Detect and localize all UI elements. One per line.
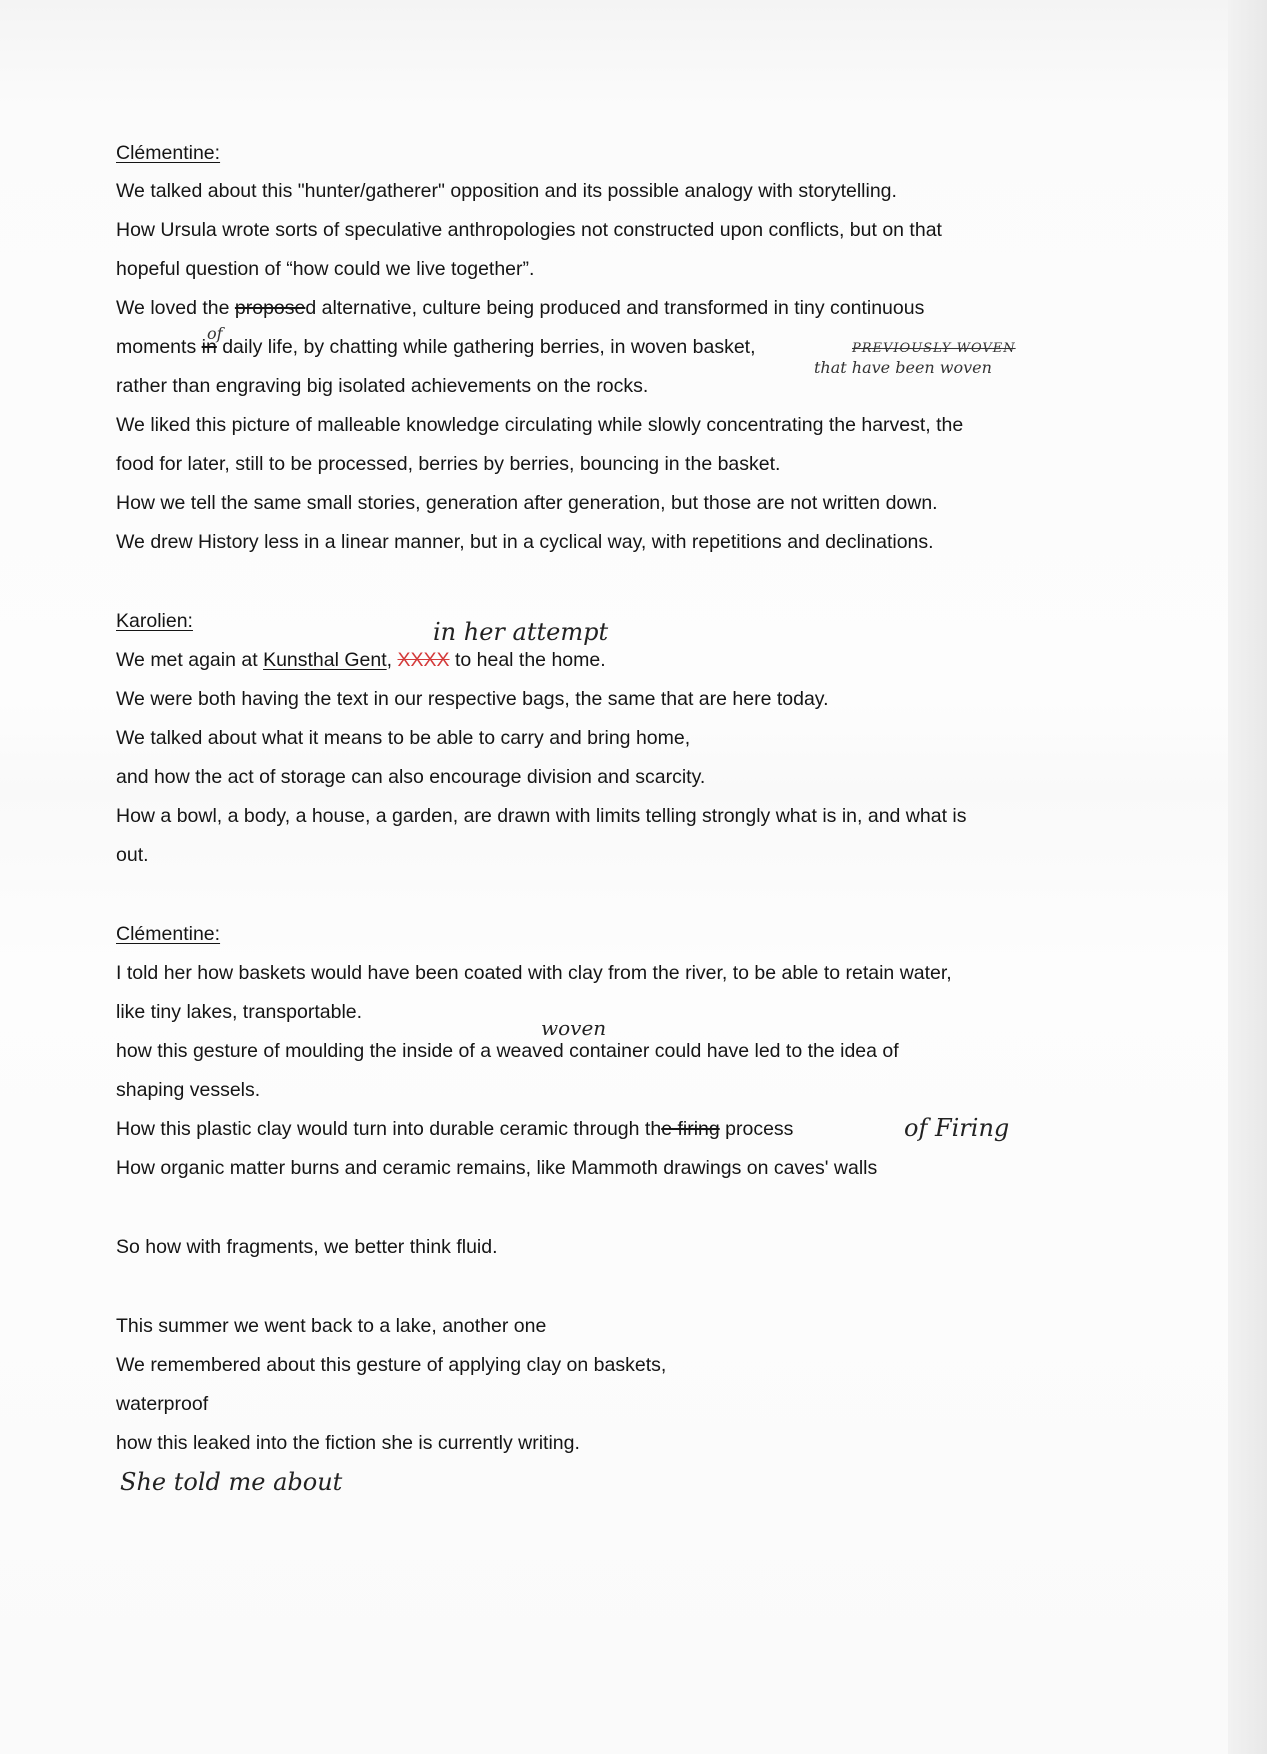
text-line: waterproof bbox=[116, 1393, 209, 1415]
text-segment: , bbox=[386, 649, 398, 671]
text-line: We remembered about this gesture of applying clay on baskets, bbox=[116, 1354, 667, 1376]
struck-text: propose bbox=[234, 297, 306, 319]
text-line: We liked this picture of malleable knowledge circulating while slowly concentrating the harvest, the bbox=[116, 414, 964, 436]
text-segment: We met again at bbox=[116, 649, 264, 671]
text-segment: d alternative, culture being produced and transformed in tiny continuous bbox=[305, 297, 925, 319]
speaker-heading: Clémentine: bbox=[116, 142, 221, 164]
handwritten-in-her-attempt: in her attempt bbox=[433, 618, 609, 646]
handwritten-that-have-been-woven: that have been woven bbox=[814, 358, 992, 377]
handwritten-of-firing: of Firing bbox=[904, 1114, 1010, 1142]
text-line: like tiny lakes, transportable. bbox=[116, 1001, 363, 1023]
handwritten-previously-woven: PREVIOUSLY WOVEN bbox=[852, 341, 1016, 356]
text-line: So how with fragments, we better think fluid. bbox=[116, 1236, 498, 1258]
text-line: shaping vessels. bbox=[116, 1079, 261, 1101]
text-line: How we tell the same small stories, generation after generation, but those are not written down. bbox=[116, 492, 938, 514]
handwritten-woven: woven bbox=[541, 1016, 607, 1040]
text-line: We talked about what it means to be able to carry and bring home, bbox=[116, 727, 691, 749]
text-line: We drew History less in a linear manner, but in a cyclical way, with repetitions and declinations. bbox=[116, 531, 934, 553]
speaker-heading: Karolien: bbox=[116, 610, 193, 632]
text-line bbox=[116, 299, 924, 319]
text-line: food for later, still to be processed, berries by berries, bouncing in the basket. bbox=[116, 453, 781, 475]
text-line: how this gesture of moulding the inside of a weaved container could have led to the idea of bbox=[116, 1040, 899, 1062]
text-line: hopeful question of “how could we live together”. bbox=[116, 258, 535, 280]
struck-text: in bbox=[201, 336, 217, 358]
text-line: We talked about this "hunter/gatherer" opposition and its possible analogy with storytelling. bbox=[116, 180, 897, 202]
speaker-heading: Clémentine: bbox=[116, 923, 221, 945]
text-segment: moments bbox=[116, 336, 202, 358]
text-line: and how the act of storage can also encourage division and scarcity. bbox=[116, 766, 706, 788]
red-crossed-text: XXXX bbox=[397, 649, 450, 671]
text-segment: How this plastic clay would turn into durable ceramic through th bbox=[116, 1118, 662, 1140]
text-segment: We loved the bbox=[116, 297, 235, 319]
text-line: How organic matter burns and ceramic remains, like Mammoth drawings on caves' walls bbox=[116, 1157, 878, 1179]
handwritten-of: of bbox=[207, 324, 223, 343]
text-line: out. bbox=[116, 844, 149, 866]
text-segment: to heal the home. bbox=[449, 649, 606, 671]
text-line: This summer we went back to a lake, another one bbox=[116, 1315, 547, 1337]
struck-text: e firing bbox=[661, 1118, 720, 1140]
text-line: How a bowl, a body, a house, a garden, are drawn with limits telling strongly what is in, and what is bbox=[116, 805, 967, 827]
text-line bbox=[116, 1120, 793, 1140]
text-line: I told her how baskets would have been coated with clay from the river, to be able to retain water, bbox=[116, 962, 952, 984]
text-line: How Ursula wrote sorts of speculative anthropologies not constructed upon conflicts, but on that bbox=[116, 219, 942, 241]
text-line bbox=[116, 651, 606, 671]
text-line: We were both having the text in our respective bags, the same that are here today. bbox=[116, 688, 829, 710]
text-line: rather than engraving big isolated achievements on the rocks. bbox=[116, 375, 649, 397]
handwritten-she-told-me-about: She told me about bbox=[120, 1468, 343, 1496]
underlined-place: Kunsthal Gent bbox=[263, 649, 387, 671]
text-segment: daily life, by chatting while gathering berries, in woven basket, bbox=[216, 336, 756, 358]
text-line: how this leaked into the fiction she is currently writing. bbox=[116, 1432, 580, 1454]
text-segment: process bbox=[719, 1118, 794, 1140]
